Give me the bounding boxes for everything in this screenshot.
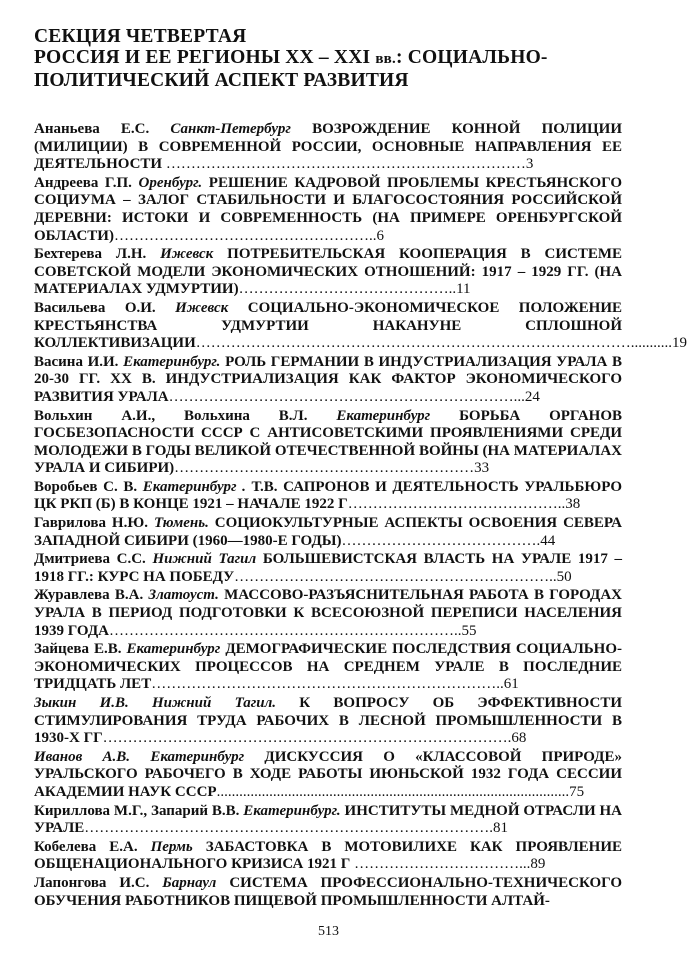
section-heading-line-2-c: : СОЦИАЛЬНО- bbox=[395, 47, 548, 68]
toc-entry bbox=[34, 803, 622, 838]
toc-leader: ……………………………………………………… bbox=[234, 568, 550, 585]
toc-page: ..89 bbox=[522, 856, 546, 873]
toc-title: ИНСТИТУТЫ МЕДНОЙ ОТРАСЛИ НА УРАЛЕ bbox=[34, 802, 623, 837]
toc-page: ..6 bbox=[368, 227, 384, 244]
toc-author: Журавлева В.А. bbox=[34, 587, 144, 604]
toc-entry bbox=[34, 354, 622, 407]
toc-leader: …………………………………………………………… bbox=[109, 622, 454, 639]
toc-city: Ижевск bbox=[160, 246, 214, 263]
toc-entry bbox=[34, 121, 622, 174]
toc-entry bbox=[34, 641, 622, 694]
toc-title: Т.В. САПРОНОВ И ДЕЯТЕЛЬНОСТЬ УРАЛЬБЮРО ЦК РКП (Б) В КОНЦЕ 1921 – НАЧАЛЕ 1922 Г bbox=[34, 478, 623, 513]
section-heading-line-1: СЕКЦИЯ ЧЕТВЕРТАЯ bbox=[34, 26, 247, 47]
toc-entry bbox=[34, 515, 622, 550]
page-number: 513 bbox=[318, 924, 339, 939]
toc-entry bbox=[34, 408, 622, 478]
toc-city: Екатеринбург bbox=[126, 641, 221, 658]
toc-title: ПОТРЕБИТЕЛЬСКАЯ КООПЕРАЦИЯ В СИСТЕМЕ СОВЕТСКОЙ МОДЕЛИ ЭКОНОМИЧЕСКИХ ОТНОШЕНИЙ: 1917 – 1929 ГГ. (НА МАТЕРИАЛАХ УДМУРТИИ) bbox=[34, 246, 623, 298]
toc-title: К ВОПРОСУ ОБ ЭФФЕКТИВНОСТИ СТИМУЛИРОВАНИЯ ТРУДА РАБОЧИХ В ЛЕСНОЙ ПРОМЫШЛЕННОСТИ В 1930-Х ГГ bbox=[34, 695, 623, 747]
toc-page: 19 bbox=[672, 335, 687, 352]
toc-city: Санкт-Петербург bbox=[170, 121, 291, 137]
toc-title: РОЛЬ ГЕРМАНИИ В ИНДУСТРИАЛИЗАЦИЯ УРАЛА В 20-30 ГГ. ХХ В. ИНДУСТРИАЛИЗАЦИЯ КАК ФАКТОР ЭКОНОМИЧЕСКОГО РАЗВИТИЯ УРАЛА bbox=[34, 353, 622, 405]
toc-entry bbox=[34, 479, 622, 514]
toc-city: Екатеринбург. bbox=[243, 802, 341, 819]
toc-leader: ……………………………. bbox=[354, 856, 523, 873]
toc-entry bbox=[34, 299, 687, 353]
toc-author: Иванов А.В. bbox=[34, 748, 131, 765]
section-heading-line-2-b: вв. bbox=[375, 51, 396, 67]
toc-city: Нижний Тагил bbox=[152, 551, 257, 568]
toc-author: Дмитриева С.С. bbox=[34, 551, 146, 568]
toc-entry bbox=[34, 839, 622, 874]
toc-title: СОЦИОКУЛЬТУРНЫЕ АСПЕКТЫ ОСВОЕНИЯ СЕВЕРА ЗАПАДНОЙ СИБИРИ (1960—1980-Е ГОДЫ) bbox=[34, 515, 622, 549]
toc-page: ..50 bbox=[549, 568, 572, 585]
toc-author: Лапонгова И.С. bbox=[34, 874, 150, 891]
toc-author: Андреева Г.П. bbox=[34, 174, 132, 191]
toc-page: ..24 bbox=[517, 388, 540, 405]
toc-list bbox=[34, 121, 687, 910]
toc-author: Васина И.И. bbox=[34, 353, 119, 370]
toc-author: Кириллова М.Г., Запарий В.В. bbox=[34, 802, 240, 819]
toc-entry bbox=[34, 246, 622, 299]
toc-city: Тюмень. bbox=[153, 515, 209, 532]
section-heading-line-2-a: РОССИЯ И ЕЕ РЕГИОНЫ XX – XXI bbox=[34, 47, 376, 68]
toc-leader: …………………………………. bbox=[341, 532, 541, 549]
toc-title: СИСТЕМА ПРОФЕССИОНАЛЬНО-ТЕХНИЧЕСКОГО ОБУЧЕНИЯ РАБОТНИКОВ ПИЩЕВОЙ ПРОМЫШЛЕННОСТИ АЛТАЙ- bbox=[34, 874, 622, 909]
toc-leader: ………………………………………………………………………. bbox=[102, 730, 512, 747]
toc-entry bbox=[34, 695, 622, 748]
toc-author: Бехтерева Л.Н. bbox=[34, 246, 147, 263]
section-heading-line-3: ПОЛИТИЧЕСКИЙ АСПЕКТ РАЗВИТИЯ bbox=[34, 70, 409, 91]
toc-leader: .............................................................................................. bbox=[216, 783, 570, 800]
toc-title: БОРЬБА ОРГАНОВ ГОСБЕЗОПАСНОСТИ СССР С АНТИСОВЕТСКИМИ ПРОЯВЛЕНИЯМИ СРЕДИ МОЛОДЕЖИ В ГОДЫ ВЕЛИКОЙ ОТЕЧЕСТВЕННОЙ ВОЙНЫ (НА МАТЕРИАЛАХ УРАЛА И СИБИРИ) bbox=[34, 407, 623, 477]
toc-author: Воробьев С. В. bbox=[34, 478, 138, 495]
toc-city: Екатеринбург . bbox=[142, 478, 246, 495]
toc-entry bbox=[34, 175, 622, 245]
toc-city: Екатеринбург bbox=[150, 748, 245, 765]
page-content bbox=[34, 26, 687, 911]
toc-city: Ижевск bbox=[175, 299, 229, 316]
toc-title: ВОЗРОЖДЕНИЕ КОННОЙ ПОЛИЦИИ (МИЛИЦИИ) В СОВРЕМЕННОЙ РОССИИ, ОСНОВНЫЕ НАПРАВЛЕНИЯ ЕЕ ДЕЯТЕЛЬНОСТИ bbox=[34, 121, 623, 173]
toc-page: 33 bbox=[474, 460, 490, 477]
toc-entry bbox=[34, 749, 622, 802]
toc-page: 75 bbox=[569, 783, 585, 800]
toc-city: Екатеринбург. bbox=[123, 353, 221, 370]
toc-leader: …………………………………….. bbox=[347, 496, 566, 513]
toc-entry bbox=[34, 875, 622, 910]
toc-leader: ……………………………………………………………… bbox=[165, 156, 526, 173]
toc-title: МАССОВО-РАЗЪЯСНИТЕЛЬНАЯ РАБОТА В ГОРОДАХ УРАЛА В ПЕРИОД ПОДГОТОВКИ К ВСЕСОЮЗНОЙ ПЕРЕПИСИ НАСЕЛЕНИЯ 1939 ГОДА bbox=[34, 587, 623, 639]
toc-author: Гаврилова Н.Ю. bbox=[34, 515, 148, 532]
toc-leader: ……………………………………………………………………… bbox=[84, 820, 490, 837]
toc-page: 3 bbox=[525, 156, 534, 173]
toc-title: ЗАБАСТОВКА В МОТОВИЛИХЕ КАК ПРОЯВЛЕНИЕ ОБЩЕНАЦИОНАЛЬНОГО КРИЗИСА 1921 Г bbox=[34, 838, 622, 873]
toc-leader: …………………………………………………… bbox=[174, 460, 475, 477]
toc-leader: …………………………………………… bbox=[113, 227, 369, 244]
toc-city: Златоуст. bbox=[148, 587, 219, 604]
toc-leader: …………………………………… bbox=[238, 281, 449, 298]
toc-author: Васильева О.И. bbox=[34, 299, 156, 316]
toc-author: Зыкин И.В. bbox=[34, 695, 129, 711]
toc-city: Пермь bbox=[150, 838, 193, 855]
toc-title: ДЕМОГРАФИЧЕСКИЕ ПОСЛЕДСТВИЯ СОЦИАЛЬНО-ЭКОНОМИЧЕСКИХ ПРОЦЕССОВ НА СРЕДНЕМ УРАЛЕ В ПОСЛЕДНИЕ ТРИДЦАТЬ ЛЕТ bbox=[34, 641, 622, 693]
toc-page: 44 bbox=[540, 532, 556, 549]
toc-author: Ананьева Е.С. bbox=[34, 121, 150, 137]
toc-leader: ……………………………………………………………. bbox=[168, 388, 518, 405]
section-heading bbox=[34, 26, 622, 91]
toc-entry bbox=[34, 587, 622, 640]
toc-page: .81 bbox=[489, 820, 509, 837]
toc-author: Вольхин А.И., Вольхина В.Л. bbox=[34, 407, 308, 424]
toc-page: ..11 bbox=[448, 281, 471, 298]
toc-title: СОЦИАЛЬНО-ЭКОНОМИЧЕСКОЕ ПОЛОЖЕНИЕ КРЕСТЬЯНСТВА УДМУРТИИ НАКАНУНЕ СПЛОШНОЙ КОЛЛЕКТИВИЗАЦИИ bbox=[34, 299, 623, 352]
toc-title: ДИСКУССИЯ О «КЛАССОВОЙ ПРИРОДЕ» УРАЛЬСКОГО РАБОЧЕГО В ХОДЕ РАБОТЫ ИЮНЬСКОЙ 1932 ГОДА СЕССИИ АКАДЕМИИ НАУК СССР bbox=[34, 748, 622, 800]
toc-page: 68 bbox=[511, 730, 527, 747]
toc-title: РЕШЕНИЕ КАДРОВОЙ ПРОБЛЕМЫ КРЕСТЬЯНСКОГО СОЦИУМА – ЗАЛОГ СТАБИЛЬНОСТИ И БЛАГОСОСТОЯНИЯ РОССИЙСКОЙ ДЕРЕВНИ: ИСТОКИ И СОВРЕМЕННОСТЬ (НА ПРИМЕРЕ ОРЕНБУРГСКОЙ ОБЛАСТИ) bbox=[34, 174, 623, 244]
toc-title: БОЛЬШЕВИСТСКАЯ ВЛАСТЬ НА УРАЛЕ 1917 – 1918 ГГ.: КУРС НА ПОБЕДУ bbox=[34, 551, 623, 585]
section-heading-line-2 bbox=[34, 47, 622, 70]
toc-entry bbox=[34, 551, 622, 586]
toc-leader: ……………………………………………………………………………........... bbox=[195, 335, 673, 352]
toc-author: Кобелева Е.А. bbox=[34, 838, 138, 855]
toc-city: Екатеринбург bbox=[336, 407, 431, 424]
toc-city: Барнаул bbox=[162, 874, 217, 891]
toc-author: Зайцева Е.В. bbox=[34, 641, 122, 658]
toc-city: Нижний Тагил. bbox=[152, 695, 277, 711]
toc-leader: …………………………………………………………… bbox=[151, 676, 497, 693]
toc-city: Оренбург. bbox=[138, 174, 203, 191]
toc-page: ..61 bbox=[496, 676, 519, 693]
toc-page: 38 bbox=[565, 496, 581, 513]
toc-page: ..55 bbox=[454, 622, 477, 639]
